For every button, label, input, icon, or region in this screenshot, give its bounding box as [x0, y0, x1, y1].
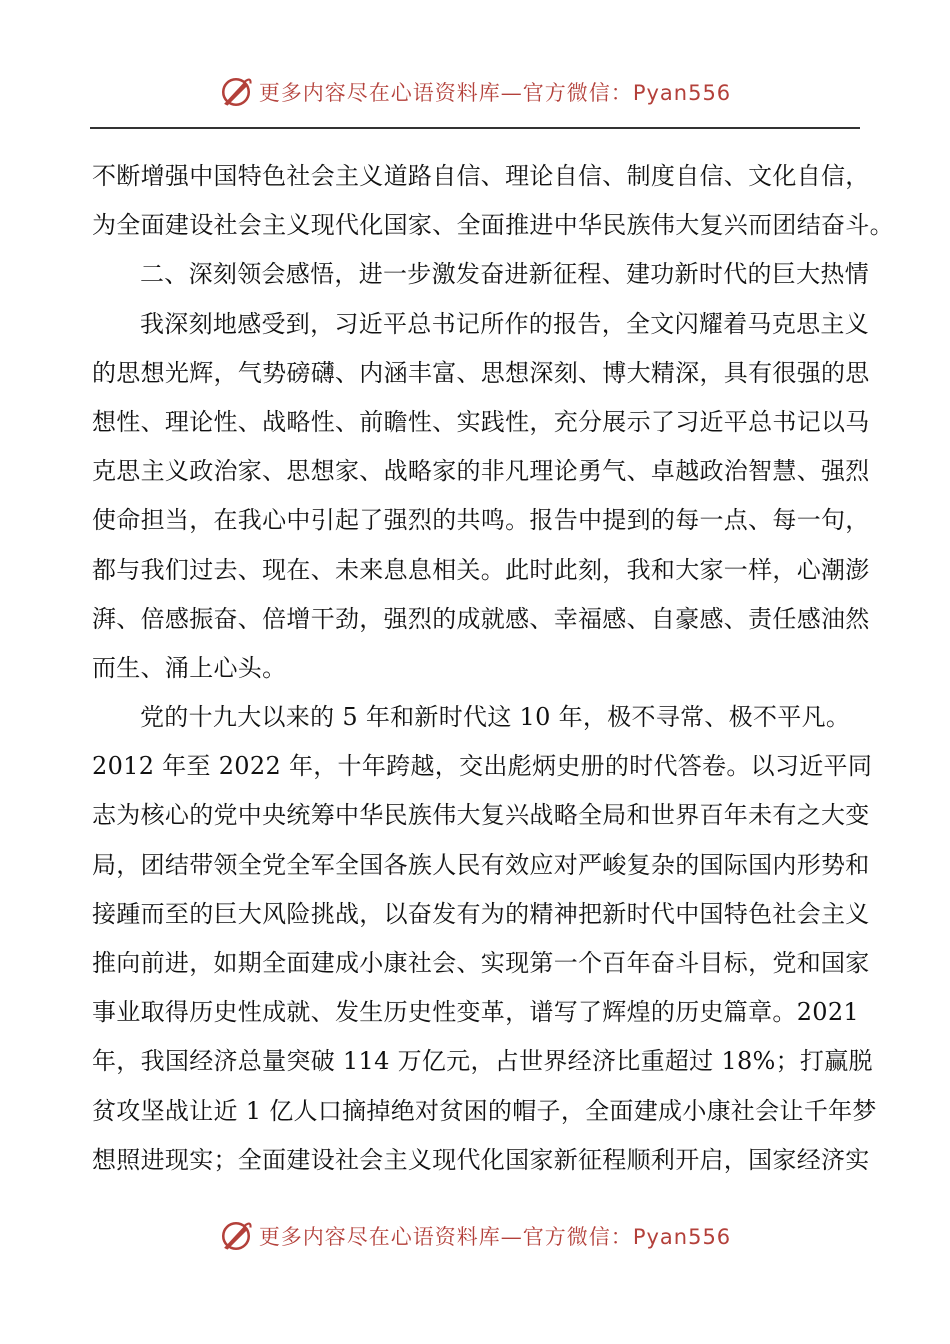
text-line: 局，团结带领全党全军全国各族人民有效应对严峻复杂的国际国内形势和: [92, 850, 870, 879]
text-line: 2012 年至 2022 年，十年跨越，交出彪炳史册的时代答卷。以习近平同: [92, 752, 873, 781]
text-line: 为全面建设社会主义现代化国家、全面推进中华民族伟大复兴而团结奋斗。: [92, 211, 894, 240]
section-heading: 二、深刻领会感悟，进一步激发奋进新征程、建功新时代的巨大热情: [140, 260, 869, 289]
header-banner: [0, 70, 950, 114]
header-divider: [90, 127, 860, 129]
document-body: [92, 152, 894, 1185]
text-line: 使命担当，在我心中引起了强烈的共鸣。报告中提到的每一点、每一句，: [92, 506, 870, 535]
text-line: 党的十九大以来的 5 年和新时代这 10 年，极不寻常、极不平凡。: [140, 703, 851, 732]
text-line: 克思主义政治家、思想家、战略家的非凡理论勇气、卓越政治智慧、强烈: [92, 457, 870, 486]
footer-banner-text: 更多内容尽在心语资料库—官方微信：Pyan556: [258, 1225, 732, 1249]
text-line: 想性、理论性、战略性、前瞻性、实践性，充分展示了习近平总书记以马: [92, 407, 870, 436]
text-line: 我深刻地感受到，习近平总书记所作的报告，全文闪耀着马克思主义: [140, 309, 869, 338]
text-line: 想照进现实；全面建设社会主义现代化国家新征程顺利开启，国家经济实: [92, 1145, 870, 1174]
text-line: 接踵而至的巨大风险挑战，以奋发有为的精神把新时代中国特色社会主义: [92, 899, 870, 928]
footer-banner: [0, 1214, 950, 1258]
text-line: 不断增强中国特色社会主义道路自信、理论自信、制度自信、文化自信，: [92, 162, 870, 190]
text-line: 贫攻坚战让近 1 亿人口摘掉绝对贫困的帽子，全面建成小康社会让千年梦: [92, 1096, 877, 1125]
text-line: 而生、涌上心头。: [92, 653, 287, 682]
text-line: 志为核心的党中央统筹中华民族伟大复兴战略全局和世界百年未有之大变: [92, 801, 870, 830]
text-line: 事业取得历史性成就、发生历史性变革，谱写了辉煌的历史篇章。2021: [92, 998, 859, 1027]
text-line: 年，我国经济总量突破 114 万亿元，占世界经济比重超过 18%；打赢脱: [92, 1047, 873, 1076]
text-line: 推向前进，如期全面建成小康社会、实现第一个百年奋斗目标，党和国家: [92, 949, 870, 977]
quill-pen-logo-icon: [219, 75, 253, 109]
text-line: 的思想光辉，气势磅礴、内涵丰富、思想深刻、博大精深，具有很强的思: [92, 358, 870, 387]
quill-pen-logo-icon: [219, 1219, 253, 1253]
text-line: 湃、倍感振奋、倍增干劲，强烈的成就感、幸福感、自豪感、责任感油然: [92, 604, 870, 633]
text-line: 都与我们过去、现在、未来息息相关。此时此刻，我和大家一样，心潮澎: [92, 555, 870, 584]
header-banner-text: 更多内容尽在心语资料库—官方微信：Pyan556: [258, 81, 732, 105]
